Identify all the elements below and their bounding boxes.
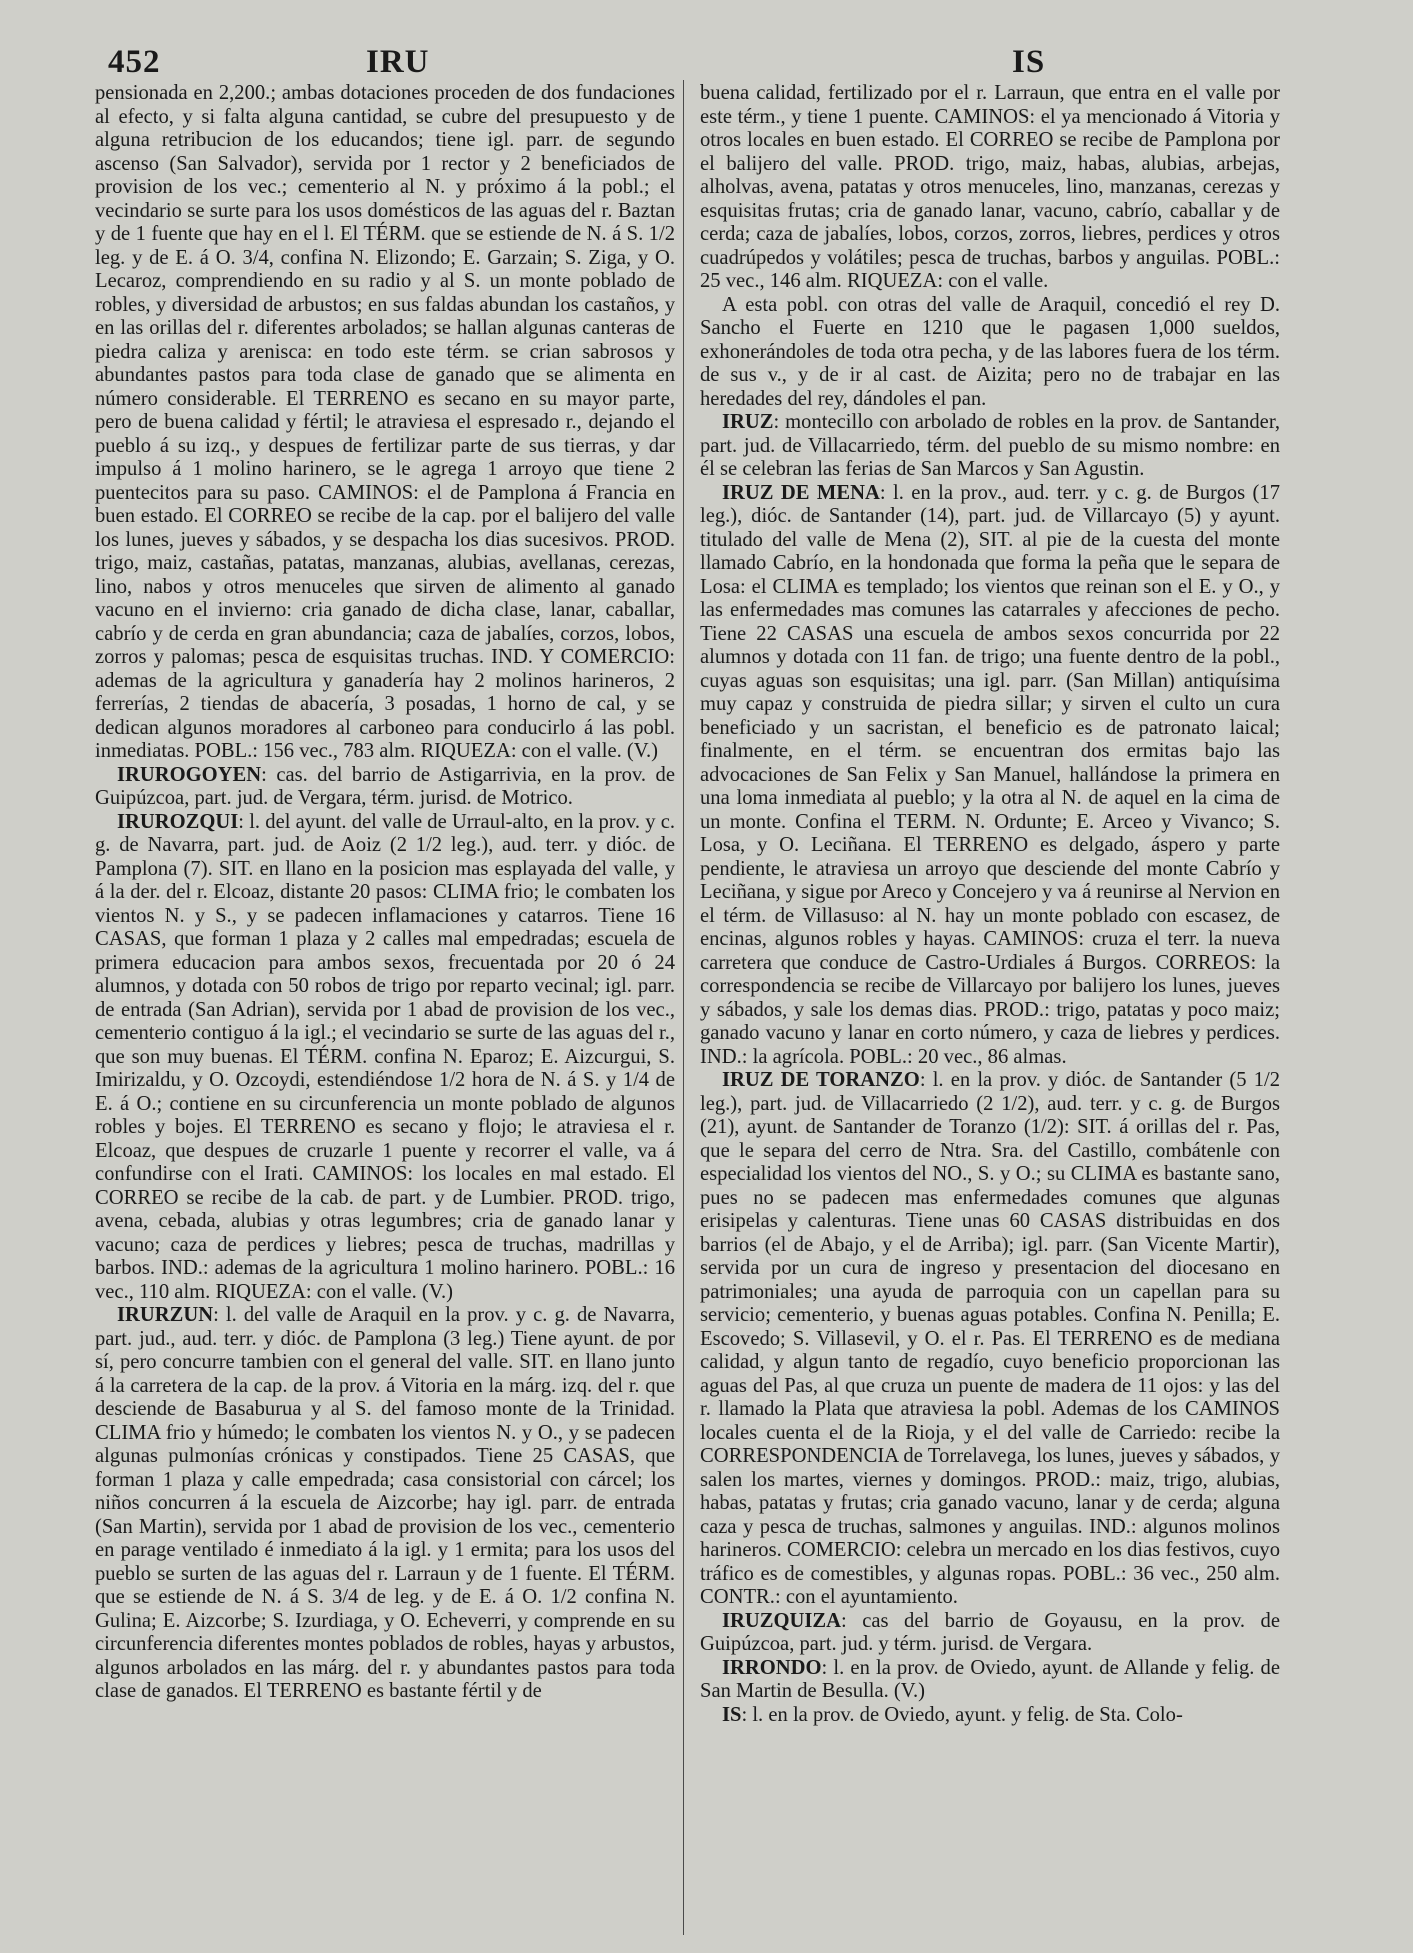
- entry-text: : l. del ayunt. del valle de Urraul-alto, en la prov. y c. g. de Navarra, part. jud. de Aoiz (2 1/2 leg.), aud. terr. y dióc. de Pamplona (7). SIT. en llano en la posicion mas esplayada del valle, y á la der. del r. Elcoaz, distante 20 pasos: CLIMA frio; le combaten los vientos N. y S., y se padecen inflamaciones y catarros. Tiene 16 CASAS, que forman 1 plaza y 2 calles mal empedradas; escuela de primera educacion para ambos sexos, frecuentada por 20 ó 24 alumnos, y dotada con 50 robos de trigo por reparto vecinal; igl. parr. de entrada (San Adrian), servida por 1 abad de provision de los vec., cementerio contiguo á la igl.; el vecindario se surte de las aguas del r., que son muy buenas. El TÉRM. confina N. Eparoz; E. Aizcurgui, S. Imirizaldu, y O. Ozcoydi, estendiéndose 1/2 hora de N. á S. y 1/4 de E. á O.; contiene en su circunferencia un monte poblado de algunos robles y bojes. El TERRENO es secano y flojo; le atraviesa el r. Elcoaz, que despues de cruzarle 1 puente y recorrer el valle, va á confundirse con el Irati. CAMINOS: los locales en mal estado. El CORREO se recibe de la cab. de part. y de Lumbier. PROD. trigo, avena, cebada, alubias y otras legumbres; cria de ganado lanar y vacuno; caza de perdices y liebres; pesca de truchas, madrillas y barbos. IND.: ademas de la agricultura 1 molino harinero. POBL.: 16 vec., 110 alm. RIQUEZA: con el valle. (V.): [95, 810, 675, 1303]
- entry: [95, 764, 675, 811]
- entry-text: : l. en la prov. de Oviedo, ayunt. y felig. de Sta. Colo-: [741, 1703, 1183, 1726]
- left-column: [95, 82, 675, 1704]
- entry-headword: IRUZQUIZA: [722, 1609, 842, 1632]
- entry-headword: IRUZ: [722, 411, 774, 433]
- entry-text: : l. en la prov. y dióc. de Santander (5 1/2 leg.), part. jud. de Villacarriedo (2 1/2), aud. terr. y c. g. de Burgos (21), ayunt. de Santander de Toranzo (1/2): SIT. á orillas del r. Pas, que le separa del cerro de Ntra. Sra. del Castillo, combátenle con especialidad los vientos del NO., S. y O.; su CLIMA es bastante sano, pues no se padecen mas enfermedades comunes que algunas erisipelas y calenturas. Tiene unas 60 CASAS distribuidas en dos barrios (el de Abajo, y el de Arriba); igl. parr. (San Vicente Martir), servida por un cura de ingreso y presentacion del diocesano en patrimoniales; una ayuda de parroquia con un capellan para su servicio; cementerio, y buenas aguas potables. Confina N. Penilla; E. Escovedo; S. Villasevil, y O. el r. Pas. El TERRENO es de mediana calidad, y algun tanto de regadío, cuyo beneficio proporcionan las aguas del Pas, al que cruza un puente de madera de 11 ojos: y las del r. llamado la Plata que atraviesa la pobl. Ademas de los CAMINOS locales cuenta el de la Rioja, y el del valle de Carriedo: recibe la CORRESPONDENCIA de Torrelavega, los lunes, jueves y sábados, y salen los martes, viernes y domingos. PROD.: maiz, trigo, alubias, habas, patatas y frutas; cria ganado vacuno, lanar y de cerda; alguna caza y pesca de truchas, salmones y anguilas. IND.: algunos molinos harineros. COMERCIO: celebra un mercado en los dias festivos, cuyo tráfico es de comestibles, y algunas ropas. POBL.: 36 vec., 250 alm. CONTR.: con el ayuntamiento.: [700, 1069, 1281, 1608]
- entry-headword: IRUROGOYEN: [117, 763, 262, 786]
- column-divider: [683, 80, 684, 1935]
- entry: [95, 1304, 675, 1704]
- entry: [700, 1610, 1280, 1657]
- entry-headword: IS: [722, 1703, 742, 1726]
- right-column: [700, 82, 1280, 1727]
- right-guide-word: IS: [1012, 44, 1046, 80]
- entry-headword: IRUROZQUI: [117, 810, 239, 833]
- entry: [700, 294, 1280, 412]
- entry-headword: IRUZ DE MENA: [722, 481, 880, 504]
- entry-headword: IRURZUN: [117, 1304, 214, 1326]
- entry: [700, 482, 1280, 1070]
- entry-text: : l. en la prov., aud. terr. y c. g. de Burgos (17 leg.), dióc. de Santander (14), part. jud. de Villarcayo (5) y ayunt. titulado del valle de Mena (2), SIT. al pie de la cuesta del monte llamado Cabrío, en la hondonada que forma la peña que le separa de Losa: el CLIMA es templado; los vientos que reinan son el E. y O., y las enfermedades mas comunes las catarrales y afecciones de pecho. Tiene 22 CASAS una escuela de ambos sexos concurrida por 22 alumnos y dotada con 11 fan. de trigo; una fuente dentro de la pobl., cuyas aguas son esquisitas; una igl. parr. (San Millan) antiquísima muy capaz y construida de piedra sillar; y sirven el culto un cura beneficiado y un sacristan, el beneficio es de patronato laical; finalmente, en el térm. se encuentran dos ermitas bajo las advocaciones de San Felix y San Manuel, hallándose la primera en una loma inmediata al pueblo; y la otra al N. de aquel en la cima de un monte. Confina el TERM. N. Ordunte; E. Arceo y Vivanco; S. Losa, y O. Leciñana. El TERRENO es delgado, áspero y parte pendiente, le atraviesa un arroyo que desciende del monte Cabrío y Leciñana, y sigue por Areco y Concejero y va á reunirse al Nervion en el térm. de Villasuso: al N. hay un monte poblado con escasez, de encinas, algunos robles y hayas. CAMINOS: cruza el terr. la nueva carretera que conduce de Castro-Urdiales á Burgos. CORREOS: la correspondencia se recibe de Villarcayo por balijero los lunes, jueves y sábados, y sale los demas dias. PROD.: trigo, patatas y poco maiz; ganado vacuno y lanar en corto número, y caza de liebres y perdices. IND.: la agrícola. POBL.: 20 vec., 86 almas.: [700, 481, 1280, 1068]
- entry-text: buena calidad, fertilizado por el r. Larraun, que entra en el valle por este térm., y tiene 1 puente. CAMINOS: el ya mencionado á Vitoria y otros locales en buen estado. El CORREO se recibe de Pamplona por el balijero del valle. PROD. trigo, maiz, habas, alubias, arbejas, alholvas, avena, patatas y otros menuceles, lino, manzanas, cerezas y esquisitas frutas; cria de ganado lanar, vacuno, cabrío, caballar y de cerda; caza de jabalíes, lobos, corzos, zorros, liebres, perdices y otros cuadrúpedos y volátiles; pesca de truchas, barbos y anguilas. POBL.: 25 vec., 146 alm. RIQUEZA: con el valle.: [700, 82, 1280, 292]
- entry: [700, 411, 1280, 482]
- entry: [700, 1069, 1280, 1610]
- left-guide-word: IRU: [366, 44, 430, 80]
- entry: [95, 82, 675, 764]
- entry-headword: IRRONDO: [722, 1656, 822, 1679]
- entry-headword: IRUZ DE TORANZO: [722, 1069, 920, 1091]
- entry: [700, 82, 1280, 294]
- page-number: 452: [108, 44, 161, 80]
- entry-text: : montecillo con arbolado de robles en la prov. de Santander, part. jud. de Villacarriedo, térm. del pueblo de su mismo nombre: en él se celebran las ferias de San Marcos y San Agustin.: [700, 411, 1280, 480]
- entry-text: : cas. del barrio de Astigarrivia, en la prov. de Guipúzcoa, part. jud. de Vergara, térm. jurisd. de Motrico.: [95, 763, 675, 809]
- entry-text: pensionada en 2,200.; ambas dotaciones proceden de dos fundaciones al efecto, y si falta alguna cantidad, se cubre del presupuesto y de alguna retribucion de los educandos; tiene igl. parr. de segundo ascenso (San Salvador), servida por 1 rector y 2 beneficiados de provision de los vec.; cementerio al N. y próximo á la pobl.; el vecindario se surte para los usos domésticos de las aguas del r. Baztan y de 1 fuente que hay en el l. El TÉRM. que se estiende de N. á S. 1/2 leg. y de E. á O. 3/4, confina N. Elizondo; E. Garzain; S. Ziga, y O. Lecaroz, comprendiendo en su radio y al S. un monte poblado de robles, y diversidad de arbustos; en sus faldas abundan los castaños, y en las orillas del r. diferentes arbolados; se hallan algunas canteras de piedra caliza y arenisca: en todo este térm. se crian sabrosos y abundantes pastos para toda clase de ganado que se alimenta en número considerable. El TERRENO es secano en su mayor parte, pero de buena calidad y fértil; le atraviesa el espresado r., dejando el pueblo á su izq., y despues de fertilizar parte de sus tierras, y dar impulso á 1 molino harinero, se le agrega 1 arroyo que tiene 2 puentecitos para su paso. CAMINOS: el de Pamplona á Francia en buen estado. El CORREO se recibe de la cap. por el balijero del valle los lunes, jueves y sábados, y se despacha los dias sucesivos. PROD. trigo, maiz, castañas, patatas, manzanas, alubias, avellanas, cerezas, lino, nabos y otros menuceles que sirven de alimento al ganado vacuno en el invierno: cria ganado de dicha clase, lanar, caballar, cabrío y de cerda en gran abundancia; caza de jabalíes, corzos, lobos, zorros y palomas; pesca de esquisitas truchas. IND. Y COMERCIO: ademas de la agricultura y ganadería hay 2 molinos harineros, 2 ferrerías, 2 tiendas de abacería, 3 posadas, 1 horno de cal, y se dedican algunos moradores al carboneo para conducirlo á las pobl. inmediatas. POBL.: 156 vec., 783 alm. RIQUEZA: con el valle. (V.): [95, 82, 675, 762]
- entry: [700, 1704, 1280, 1728]
- entry-text: : cas del barrio de Goyausu, en la prov. de Guipúzcoa, part. jud. y térm. jurisd. de Vergara.: [700, 1609, 1280, 1655]
- entry-text: : l. del valle de Araquil en la prov. y c. g. de Navarra, part. jud., aud. terr. y dióc. de Pamplona (3 leg.) Tiene ayunt. de por sí, pero concurre tambien con el general del valle. SIT. en llano junto á la carretera de la cap. de la prov. á Vitoria en la márg. izq. del r. que desciende de Basaburua y al S. del famoso monte de la Trinidad. CLIMA frio y húmedo; le combaten los vientos N. y O., y se padecen algunas pulmonías crónicas y constipados. Tiene 25 CASAS, que forman 1 plaza y calle empedrada; casa consistorial con cárcel; los niños concurren á la escuela de Aizcorbe; hay igl. parr. de entrada (San Martin), servida por 1 abad de provision de los vec., cementerio en parage ventilado é inmediato á la igl. y 1 ermita; para los usos del pueblo se surten de las aguas del r. Larraun y de 1 fuente. El TÉRM. que se estiende de N. á S. 3/4 de leg. y de E. á O. 1/2 confina N. Gulina; E. Aizcorbe; S. Izurdiaga, y O. Echeverri, y comprende en su circunferencia diferentes montes poblados de robles, hayas y arbustos, algunos arbolados en las márg. del r. y abundantes pastos para toda clase de ganados. El TERRENO es bastante fértil y de: [95, 1304, 675, 1702]
- entry-text: A esta pobl. con otras del valle de Araquil, concedió el rey D. Sancho el Fuerte en 1210 que le pagasen 1,000 sueldos, exhonerándoles de toda otra pecha, y de las labores fuera de los térm. de sus v., y de ir al cast. de Aizita; pero no de trabajar en las heredades del rey, dándoles el pan.: [700, 293, 1280, 410]
- entry: [700, 1657, 1280, 1704]
- entry: [95, 811, 675, 1305]
- entry-text: : l. en la prov. de Oviedo, ayunt. de Allande y felig. de San Martin de Besulla. (V.): [700, 1656, 1280, 1702]
